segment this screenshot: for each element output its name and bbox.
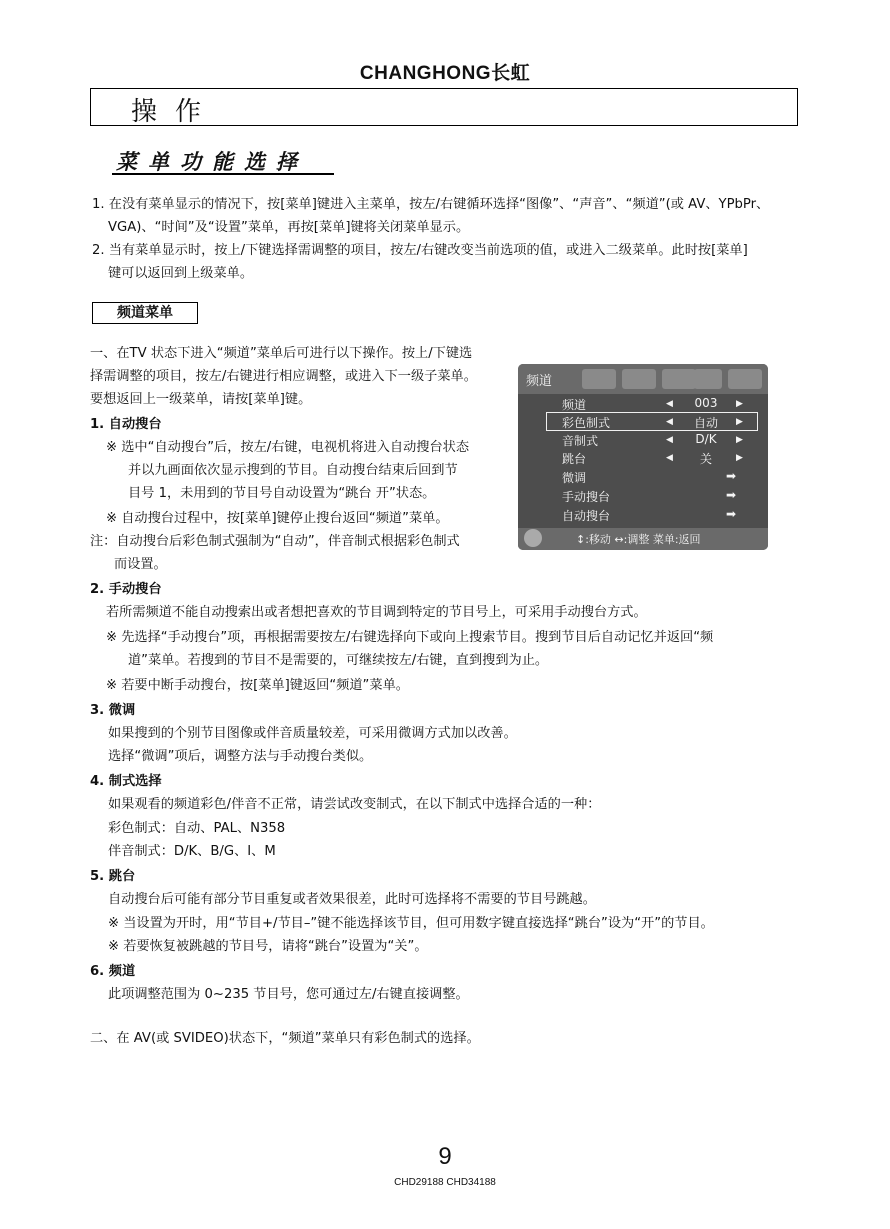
part1-line: 要想返回上一级菜单，请按[菜单]键。 (90, 392, 312, 407)
enter-arrow-icon: ➡ (726, 488, 737, 502)
item-line: 如果观看的频道彩色/伴音不正常，请尝试改变制式，在以下制式中选择合适的一种： (108, 797, 601, 812)
section-title: 频道菜单 (92, 302, 198, 324)
part1-line: 一、在TV 状态下进入“频道”菜单后可进行以下操作。按上/下键选 (90, 346, 473, 361)
item-line: 目号 1，未用到的节目号自动设置为“跳台 开”状态。 (128, 486, 436, 501)
osd-row-value: D/K (695, 432, 717, 446)
intro-line: 1. 在没有菜单显示的情况下，按[菜单]键进入主菜单，按左/右键循环选择“图像”、“声音”、“频道”(或 AV、YPbPr、 (92, 197, 770, 212)
item-line: 并以九画面依次显示搜到的节目。自动搜台结束后回到节 (128, 463, 458, 478)
intro-line: VGA)、“时间”及“设置”菜单，再按[菜单]键将关闭菜单显示。 (108, 220, 470, 235)
channel-icon (662, 369, 696, 389)
osd-row-label: 手动搜台 (562, 490, 611, 504)
item-line: 道”菜单。若搜到的节目不是需要的，可继续按左/右键，直到搜到为止。 (128, 653, 549, 668)
osd-row (518, 488, 768, 507)
intro-line: 键可以返回到上级菜单。 (108, 266, 254, 281)
osd-row (518, 432, 768, 451)
brand-logo: CHANGHONG长虹 (359, 63, 531, 84)
osd-row-label: 音制式 (562, 434, 599, 448)
model-number: CHD29188 CHD34188 (394, 1177, 496, 1188)
intro-line: 2. 当有菜单显示时，按上/下键选择需调整的项目，按左/右键改变当前选项的值，或进入二级菜单。此时按[菜单] (92, 243, 748, 258)
item-line: ※ 若要中断手动搜台，按[菜单]键返回“频道”菜单。 (106, 678, 409, 693)
settings-icon (728, 369, 762, 389)
item-heading: 3. 微调 (90, 703, 136, 718)
osd-row-label: 彩色制式 (562, 416, 611, 430)
right-arrow-icon: ▶ (736, 399, 743, 409)
osd-footer-hint: ↕:移动 ↔:调整 菜单:返回 (576, 533, 701, 546)
item-line: ※ 选中“自动搜台”后，按左/右键，电视机将进入自动搜台状态 (106, 440, 470, 455)
page-title: 操作 (131, 97, 220, 127)
osd-title: 频道 (526, 374, 553, 389)
right-arrow-icon: ▶ (736, 417, 743, 427)
item-line: 注：自动搜台后彩色制式强制为“自动”，伴音制式根据彩色制式 (90, 534, 460, 549)
osd-row-value: 关 (699, 452, 712, 466)
osd-footer (518, 528, 768, 550)
item-line: 此项调整范围为 0~235 节目号，您可通过左/右键直接调整。 (108, 987, 469, 1002)
osd-row-value: 自动 (693, 416, 718, 430)
osd-row-value: 003 (694, 396, 718, 410)
item-line: 而设置。 (114, 557, 167, 572)
item-heading: 4. 制式选择 (90, 774, 162, 789)
osd-row-label: 微调 (562, 471, 587, 485)
osd-header (518, 364, 768, 394)
item-line: ※ 自动搜台过程中，按[菜单]键停止搜台返回“频道”菜单。 (106, 511, 449, 526)
osd-row (518, 507, 768, 526)
item-line: 彩色制式：自动、PAL、N358 (108, 821, 286, 836)
subtitle-underline (112, 173, 334, 175)
osd-row (518, 414, 768, 433)
left-arrow-icon: ◀ (666, 435, 673, 445)
item-line: 如果搜到的个别节目图像或伴音质量较差，可采用微调方式加以改善。 (108, 726, 517, 741)
item-heading: 6. 频道 (90, 964, 136, 979)
right-arrow-icon: ▶ (736, 435, 743, 445)
item-line: ※ 先选择“手动搜台”项，再根据需要按左/右键选择向下或向上搜索节目。搜到节目后自动记忆并返回“频 (106, 630, 714, 645)
item-line: ※ 当设置为开时，用“节目+/节目–”键不能选择该节目，但可用数字键直接选择“跳台”设为“开”的节目。 (108, 916, 714, 931)
item-heading: 2. 手动搜台 (90, 582, 162, 597)
item-line: ※ 若要恢复被跳越的节目号，请将“跳台”设置为“关”。 (108, 939, 428, 954)
osd-row (518, 450, 768, 469)
osd-row-label: 跳台 (562, 452, 587, 466)
item-line: 自动搜台后可能有部分节目重复或者效果很差，此时可选择将不需要的节目号跳越。 (108, 892, 596, 907)
page-title-box (90, 88, 798, 126)
right-arrow-icon: ▶ (736, 453, 743, 463)
enter-arrow-icon: ➡ (726, 507, 737, 521)
part1-line: 择需调整的项目，按左/右键进行相应调整，或进入下一级子菜单。 (90, 369, 477, 384)
item-heading: 5. 跳台 (90, 869, 136, 884)
osd-row-label: 频道 (562, 398, 587, 412)
sound-icon (622, 369, 656, 389)
osd-logo-icon (524, 529, 542, 547)
osd-row (518, 396, 768, 415)
picture-icon (582, 369, 616, 389)
osd-row-label: 自动搜台 (562, 509, 611, 523)
time-icon (694, 369, 722, 389)
item-line: 若所需频道不能自动搜索出或者想把喜欢的节目调到特定的节目号上，可采用手动搜台方式。 (106, 605, 647, 620)
osd-row (518, 469, 768, 488)
item-line: 伴音制式：D/K、B/G、I、M (108, 844, 276, 859)
subtitle: 菜单功能选择 (116, 150, 308, 174)
channel-menu-osd (518, 364, 768, 550)
left-arrow-icon: ◀ (666, 453, 673, 463)
left-arrow-icon: ◀ (666, 417, 673, 427)
item-heading: 1. 自动搜台 (90, 417, 162, 432)
page-number: 9 (438, 1143, 452, 1170)
left-arrow-icon: ◀ (666, 399, 673, 409)
enter-arrow-icon: ➡ (726, 469, 737, 483)
item-line: 选择“微调”项后，调整方法与手动搜台类似。 (108, 749, 373, 764)
part2-line: 二、在 AV(或 SVIDEO)状态下，“频道”菜单只有彩色制式的选择。 (90, 1031, 480, 1046)
